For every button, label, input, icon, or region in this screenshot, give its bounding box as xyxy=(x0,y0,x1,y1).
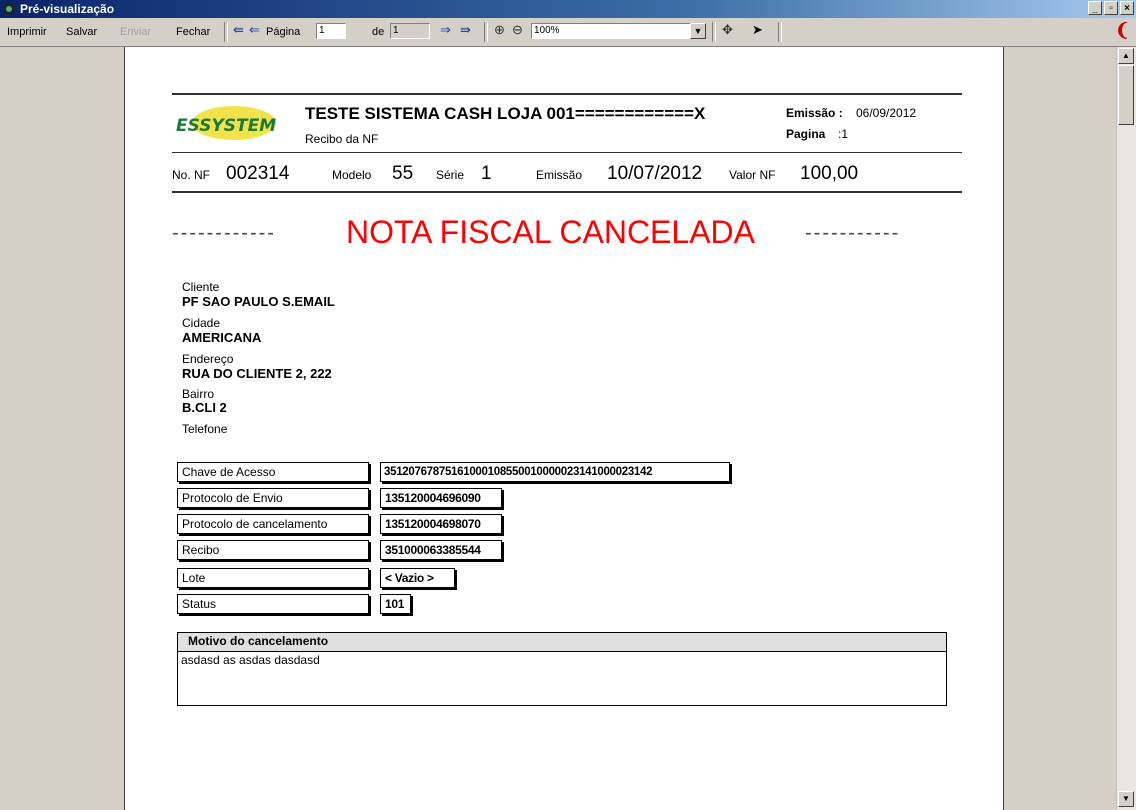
banner-right-dashes: ----------- xyxy=(805,222,901,244)
protocolo-cancel-value: 135120004698070 xyxy=(380,514,502,534)
header-bottom-rule xyxy=(172,191,962,193)
svg-text:ESSYSTEM: ESSYSTEM xyxy=(176,116,277,136)
save-button[interactable]: Salvar xyxy=(66,26,98,38)
nf-label: No. NF xyxy=(172,168,211,182)
print-button[interactable]: Imprimir xyxy=(7,26,47,38)
send-button[interactable]: Enviar xyxy=(120,26,152,38)
hand-tool-icon[interactable]: ✥ xyxy=(722,22,733,37)
pagina-label: Pagina xyxy=(786,127,826,141)
endereco-label: Endereço xyxy=(182,352,234,366)
status-label: Status xyxy=(177,594,369,614)
cidade-value: AMERICANA xyxy=(182,330,262,345)
emissao-label: Emissão : xyxy=(786,106,843,120)
zoom-select[interactable]: 100% xyxy=(531,23,691,39)
zoom-in-icon[interactable]: ⊕ xyxy=(494,22,505,37)
valor-label: Valor NF xyxy=(729,168,776,182)
serie-label: Série xyxy=(436,168,465,182)
cliente-value: PF SAO PAULO S.EMAIL xyxy=(182,294,335,309)
lote-value: < Vazio > xyxy=(380,568,455,588)
report-title: TESTE SISTEMA CASH LOJA 001============X xyxy=(305,104,706,123)
motivo-box xyxy=(177,632,947,706)
emissao-value: 06/09/2012 xyxy=(856,106,917,120)
protocolo-envio-value: 135120004696090 xyxy=(380,488,502,508)
zoom-dropdown-button[interactable]: ▼ xyxy=(690,23,706,39)
valor-value: 100,00 xyxy=(800,163,859,184)
bairro-value: B.CLI 2 xyxy=(182,400,227,415)
protocolo-envio-label: Protocolo de Envio xyxy=(177,488,369,508)
toolbar-separator xyxy=(712,22,716,42)
endereco-value: RUA DO CLIENTE 2, 222 xyxy=(182,366,332,381)
report-subtitle: Recibo da NF xyxy=(305,132,379,146)
last-page-icon[interactable]: ⇛ xyxy=(460,22,471,37)
zoom-out-icon[interactable]: ⊖ xyxy=(512,22,523,37)
emissao-nf-value: 10/07/2012 xyxy=(607,163,703,184)
minimize-button[interactable]: _ xyxy=(1088,1,1102,15)
cidade-label: Cidade xyxy=(182,316,221,330)
page-label: Página xyxy=(266,26,301,38)
next-page-icon[interactable]: ⇒ xyxy=(440,22,451,37)
first-page-icon[interactable]: ⇚ xyxy=(233,22,244,37)
toolbar-separator xyxy=(778,22,782,42)
close-preview-button[interactable]: Fechar xyxy=(176,26,211,38)
close-window-button[interactable]: × xyxy=(1120,1,1134,15)
pagina-value: :1 xyxy=(838,127,849,141)
maximize-button[interactable]: ▫ xyxy=(1104,1,1118,15)
of-label: de xyxy=(372,26,385,38)
chave-label: Chave de Acesso xyxy=(177,462,369,482)
window-title: Pré-visualização xyxy=(20,2,115,16)
system-tray-icon: ❨ xyxy=(1114,20,1130,40)
app-icon xyxy=(2,2,16,16)
recibo-value: 351000063385544 xyxy=(380,540,502,560)
serie-value: 1 xyxy=(481,163,492,184)
recibo-label: Recibo xyxy=(177,540,369,560)
pointer-tool-icon[interactable]: ➤ xyxy=(752,22,763,37)
toolbar xyxy=(0,18,1136,47)
window-title-bar xyxy=(0,0,1136,18)
scroll-thumb[interactable] xyxy=(1118,65,1134,125)
modelo-label: Modelo xyxy=(332,168,372,182)
page-input[interactable]: 1 xyxy=(316,23,346,39)
page-count-field: 1 xyxy=(390,23,430,39)
header-top-rule xyxy=(172,93,962,95)
banner-left-dashes: ------------ xyxy=(172,222,276,244)
chave-value: 35120767875161000108550010000023141000023142 xyxy=(380,462,730,482)
cancel-banner: NOTA FISCAL CANCELADA xyxy=(346,214,755,250)
telefone-label: Telefone xyxy=(182,422,228,436)
motivo-text: asdasd as asdas dasdasd xyxy=(181,653,320,667)
scroll-down-icon[interactable]: ▼ xyxy=(1118,791,1134,807)
status-value: 101 xyxy=(380,594,411,614)
emissao-nf-label: Emissão xyxy=(536,168,583,182)
vertical-scrollbar[interactable] xyxy=(1116,47,1136,810)
toolbar-separator xyxy=(484,22,488,42)
header-middle-rule xyxy=(172,152,962,153)
motivo-label: Motivo do cancelamento xyxy=(178,633,946,652)
lote-label: Lote xyxy=(177,568,369,588)
nf-value: 002314 xyxy=(226,163,290,184)
company-logo xyxy=(172,103,292,143)
scroll-up-icon[interactable]: ▲ xyxy=(1118,48,1134,64)
cliente-label: Cliente xyxy=(182,280,220,294)
modelo-value: 55 xyxy=(392,163,414,184)
toolbar-separator xyxy=(224,22,228,42)
prev-page-icon[interactable]: ⇐ xyxy=(249,22,260,37)
bairro-label: Bairro xyxy=(182,387,215,401)
protocolo-cancel-label: Protocolo de cancelamento xyxy=(177,514,369,534)
